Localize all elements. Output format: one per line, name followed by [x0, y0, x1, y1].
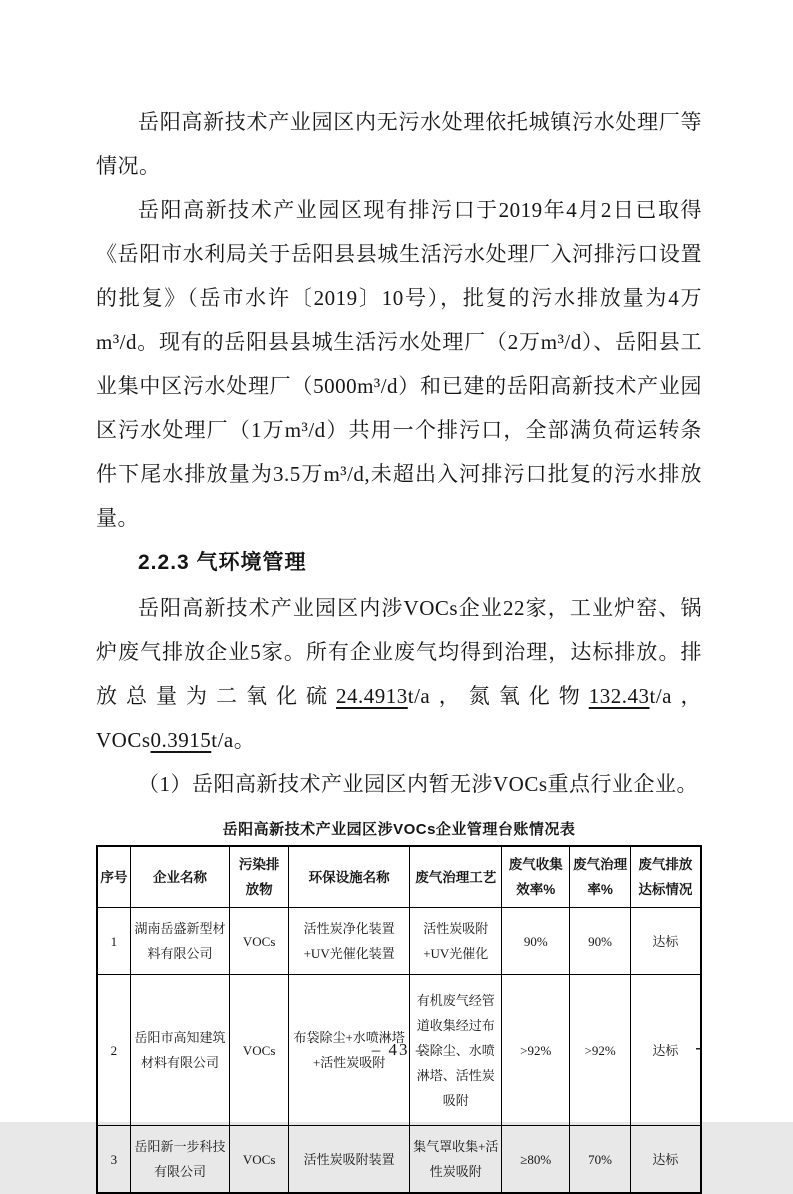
column-header-6: 废气治理率% — [570, 846, 630, 908]
table-cell: >92% — [502, 975, 570, 1126]
paragraph-voc-emissions — [96, 586, 702, 762]
text-segment: 岳阳高新技术产业园区内涉VOCs企业22家，工业炉窑、锅炉废气排放企业5家。所有企业废气均得到治理，达标排放。排放总量为二氧化硫 — [96, 596, 702, 708]
paragraph-outfall-approval: 岳阳高新技术产业园区现有排污口于2019年4月2日已取得《岳阳市水利局关于岳阳县县城生活污水处理厂入河排污口设置的批复》（岳市水许〔2019〕10号），批复的污水排放量为4万m³/d。现有的岳阳县县城生活污水处理厂（2万m³/d）、岳阳县工业集中区污水处理厂（5000m³/d）和已建的岳阳高新技术产业园区污水处理厂（1万m³/d）共用一个排污口，全部满负荷运转条件下尾水排放量为3.5万m³/d,未超出入河排污口批复的污水排放量。 — [96, 198, 702, 530]
underlined-value: 0.3915 — [150, 728, 212, 752]
table-cell: VOCs — [230, 1126, 289, 1194]
column-header-3: 环保设施名称 — [288, 846, 409, 908]
table-cell: 岳阳新一步科技有限公司 — [130, 1126, 230, 1194]
text-segment: t/a，VOCs — [96, 684, 702, 752]
table-cell: 1 — [97, 908, 130, 975]
table-cell: 布袋除尘+水喷淋塔+活性炭吸附 — [288, 975, 409, 1126]
table-cell: 湖南岳盛新型材料有限公司 — [130, 908, 230, 975]
table-cell: 集气罩收集+活性炭吸附 — [410, 1126, 502, 1194]
table-cell: VOCs — [230, 975, 289, 1126]
voc-enterprise-table — [96, 845, 702, 1194]
paragraph-no-sewage-dependency: 岳阳高新技术产业园区内无污水处理依托城镇污水处理厂等情况。 — [96, 110, 702, 178]
table-cell: 达标 — [630, 908, 701, 975]
text-segment: t/a，氮氧化物 — [407, 684, 589, 708]
page-content — [96, 100, 702, 1194]
column-header-5: 废气收集效率% — [502, 846, 570, 908]
margin-dash: - — [695, 1038, 701, 1057]
column-header-2: 污染排放物 — [230, 846, 289, 908]
table-cell: VOCs — [230, 908, 289, 975]
paragraph-no-key-voc-industry: （1）岳阳高新技术产业园区内暂无涉VOCs重点行业企业。 — [138, 772, 699, 796]
table-cell: 活性炭吸附+UV光催化 — [410, 908, 502, 975]
column-header-7: 废气排放达标情况 — [630, 846, 701, 908]
table-title: 岳阳高新技术产业园区涉VOCs企业管理台账情况表 — [222, 821, 576, 838]
column-header-4: 废气治理工艺 — [410, 846, 502, 908]
table-cell: 90% — [502, 908, 570, 975]
table-cell: 2 — [97, 975, 130, 1126]
table-row-3 — [97, 1126, 701, 1194]
table-cell: 达标 — [630, 1126, 701, 1194]
table-cell: 活性炭吸附装置 — [288, 1126, 409, 1194]
table-header-row — [97, 846, 701, 908]
table-cell: 岳阳市高知建筑材料有限公司 — [130, 975, 230, 1126]
table-cell: 有机废气经管道收集经过布袋除尘、水喷淋塔、活性炭吸附 — [410, 975, 502, 1126]
table-row-1 — [97, 908, 701, 975]
table-cell: 90% — [570, 908, 630, 975]
underlined-value: 132.43 — [588, 684, 650, 708]
text-segment: t/a。 — [211, 728, 256, 752]
table-cell: 70% — [570, 1126, 630, 1194]
table-cell: 达标 — [630, 975, 701, 1126]
underlined-value: 24.4913 — [336, 684, 408, 708]
table-cell: >92% — [570, 975, 630, 1126]
table-cell: ≥80% — [502, 1126, 570, 1194]
table-cell: 活性炭净化装置+UV光催化装置 — [288, 908, 409, 975]
page-number: – 43 – — [371, 1040, 427, 1059]
table-cell: 3 — [97, 1126, 130, 1194]
column-header-1: 企业名称 — [130, 846, 230, 908]
section-heading-2-2-3: 2.2.3 气环境管理 — [138, 551, 307, 574]
column-header-0: 序号 — [97, 846, 130, 908]
